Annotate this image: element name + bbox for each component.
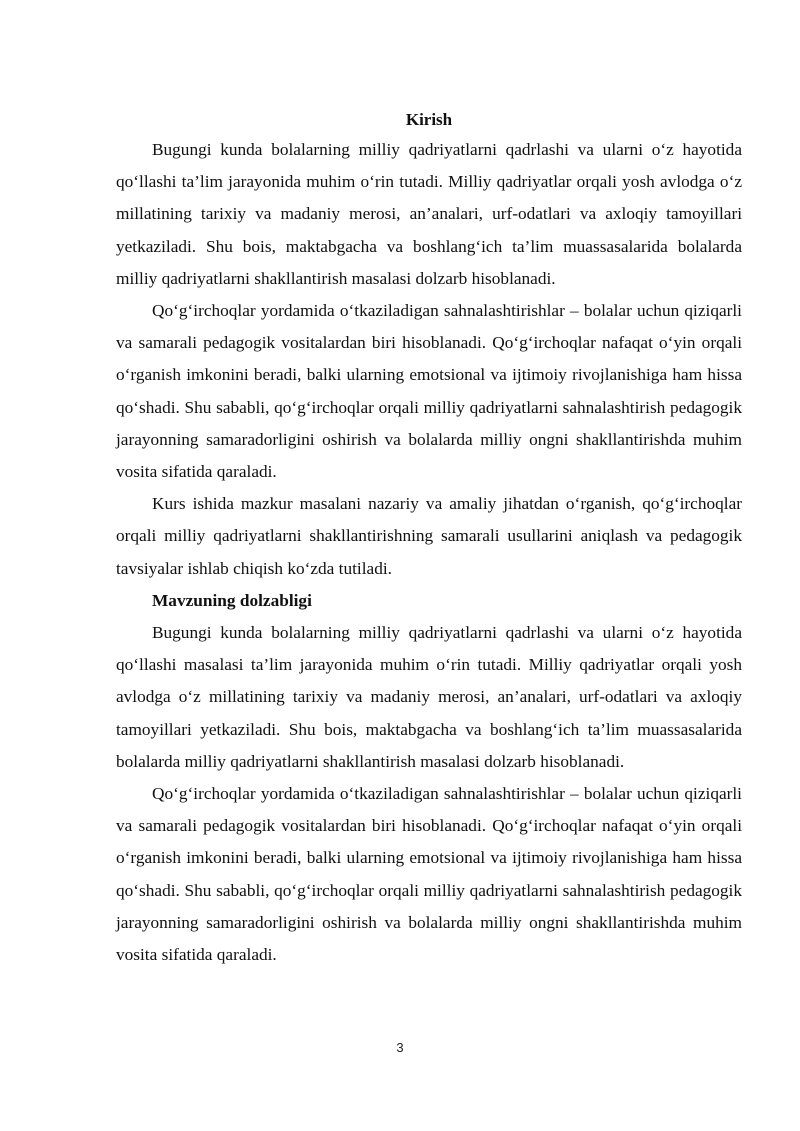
relevance-paragraph-2: Qo‘g‘irchoqlar yordamida o‘tkaziladigan sahnalashtirishlar – bolalar uchun qiziqarli va samarali pedagogik vositalardan biri hisoblanadi. Qo‘g‘irchoqlar nafaqat o‘yin orqali o‘rganish imkonini beradi, balki ularning emotsional va ijtimoiy rivojlanishiga ham hissa qo‘shadi. Shu sababli, qo‘g‘irchoqlar orqali milliy qadriyatlarni sahnalashtirish pedagogik jarayonning samaradorligini oshirish va bolalarda milliy ongni shakllantirishda muhim vosita sifatida qaraladi. [116, 784, 742, 965]
intro-paragraph-1: Bugungi kunda bolalarning milliy qadriyatlarni qadrlashi va ularni o‘z hayotida qo‘llashi ta’lim jarayonida muhim o‘rin tutadi. Milliy qadriyatlar orqali yosh avlodga o‘z millatining tarixiy va madaniy merosi, an’analari, urf-odatlari va axloqiy tamoyillari yetkaziladi. Shu bois, maktabgacha va boshlang‘ich ta’lim muassasalarida bolalarda milliy qadriyatlarni shakllantirish masalasi dolzarb hisoblanadi. [116, 140, 742, 288]
intro-paragraph-3: Kurs ishida mazkur masalani nazariy va amaliy jihatdan o‘rganish, qo‘g‘irchoqlar orqali milliy qadriyatlarni shakllantirishning samarali usullarini aniqlash va pedagogik tavsiyalar ishlab chiqish ko‘zda tutiladi. [116, 494, 742, 578]
page-number: 3 [396, 1040, 404, 1055]
document-page [116, 106, 742, 971]
subheading-relevance: Mavzuning dolzabligi [152, 590, 312, 610]
relevance-paragraph-1: Bugungi kunda bolalarning milliy qadriyatlarni qadrlashi va ularni o‘z hayotida qo‘llashi masalasi ta’lim jarayonida muhim o‘rin tutadi. Milliy qadriyatlar orqali yosh avlodga o‘z millatining tarixiy va madaniy merosi, an’analari, urf-odatlari va axloqiy tamoyillari yetkaziladi. Shu bois, maktabgacha va boshlang‘ich ta’lim muassasalarida bolalarda milliy qadriyatlarni shakllantirish masalasi dolzarb hisoblanadi. [116, 623, 742, 771]
intro-paragraph-2: Qo‘g‘irchoqlar yordamida o‘tkaziladigan sahnalashtirishlar – bolalar uchun qiziqarli va samarali pedagogik vositalardan biri hisoblanadi. Qo‘g‘irchoqlar nafaqat o‘yin orqali o‘rganish imkonini beradi, balki ularning emotsional va ijtimoiy rivojlanishiga ham hissa qo‘shadi. Shu sababli, qo‘g‘irchoqlar orqali milliy qadriyatlarni sahnalashtirish pedagogik jarayonning samaradorligini oshirish va bolalarda milliy ongni shakllantirishda muhim vosita sifatida qaraladi. [116, 301, 742, 482]
section-title: Kirish [405, 110, 453, 129]
